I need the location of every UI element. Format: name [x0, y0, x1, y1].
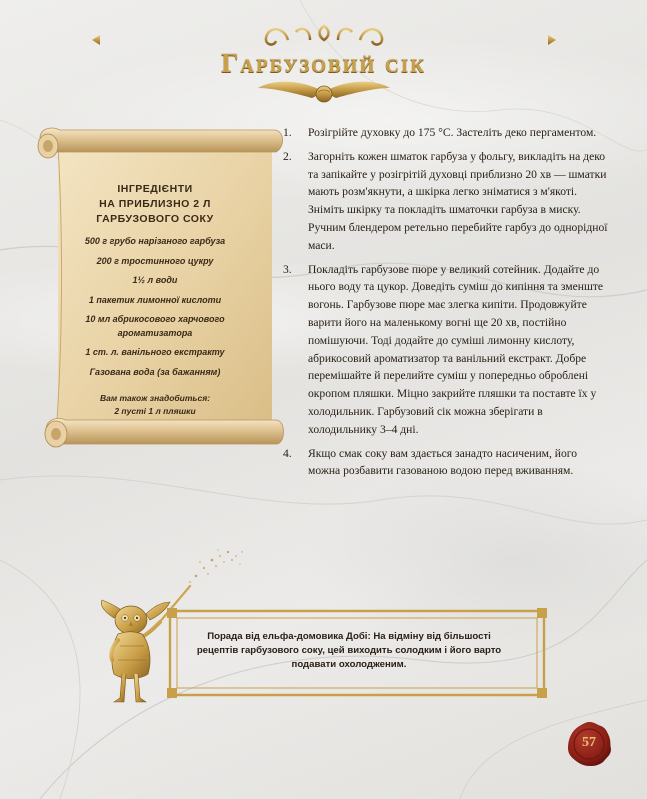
ingredient-item: Газована вода (за бажанням)	[89, 366, 221, 377]
ingredients-panel	[62, 182, 248, 418]
step-number: 1.	[283, 126, 292, 139]
ingredient-item: 1½ л води	[132, 275, 178, 285]
ingredient-item: 200 г тростинного цукру	[96, 255, 214, 266]
step-text: Покладіть гарбузове пюре у великий сотейник. Додайте до нього воду та цукор. Доведіть суміш до кипіння та зменште вогонь. Гарбузове пюре має злегка кипіти. Продовжуйте варити його на маленькому вогні ще 20 хв, постійно помішуючи. Тоді додайте до суміші лимонну кислоту, абрикосовий ароматизатор та ванільний екстракт. Добре перемішайте й перелийте суміш у попередньо оброблені окропом пляшки. Міцно закрийте пляшки та поставте їх у холодильник. Гарбузовий сік можна зберігати в холодильнику 3–4 дні.	[308, 262, 604, 436]
step-number: 4.	[283, 446, 292, 460]
step-item	[283, 124, 611, 142]
step-number: 3.	[283, 262, 292, 276]
elf-tip: Порада від ельфа-домовика Добі: На відміну від більшості рецептів гарбузового соку, цей виходить солодким і його варто подавати охолодженим.	[196, 631, 502, 670]
also-needed: Вам також знадобиться: 2 пусті 1 л пляшки	[99, 393, 211, 416]
ingredient-item: 500 г грубо нарізаного гарбуза	[84, 236, 226, 246]
step-item	[283, 445, 611, 481]
recipe-steps	[283, 124, 611, 486]
step-text: Якщо смак соку вам здається занадто насиченим, його можна розбавити газованою водою перед вживанням.	[308, 446, 578, 478]
step-item	[283, 148, 611, 255]
step-text: Загорніть кожен шматок гарбуза у фольгу, викладіть на деко та запікайте у розігрітій духовці приблизно 20 хв — шматки мають розм'якнути, а шкірка легко зніматися з м'якоті. Зніміть шкірку та покладіть шматочки гарбуза в миску. Ручним блендером ретельно перебийте гарбуз до однорідної маси.	[308, 149, 608, 252]
step-item	[283, 261, 611, 439]
ingredient-item: 1 ст. л. ванільного екстракту	[85, 347, 225, 357]
ingredient-item: 10 мл абрикосового харчового	[85, 314, 225, 324]
step-number: 2.	[283, 149, 292, 163]
page-number: 57	[582, 735, 596, 750]
ingredients-title: ІНГРЕДІЄНТИ НА ПРИБЛИЗНО 2 Л ГАРБУЗОВОГО СОКУ	[96, 183, 214, 225]
ingredient-item: ароматизатора	[117, 328, 193, 338]
page-title: Гарбузовий сік	[221, 48, 426, 78]
ingredient-item: 1 пакетик лимонної кислоти	[88, 294, 222, 305]
ingredients-list	[62, 232, 248, 382]
step-text: Розігрійте духовку до 175 °С. Застеліть деко пергаментом.	[308, 126, 597, 139]
